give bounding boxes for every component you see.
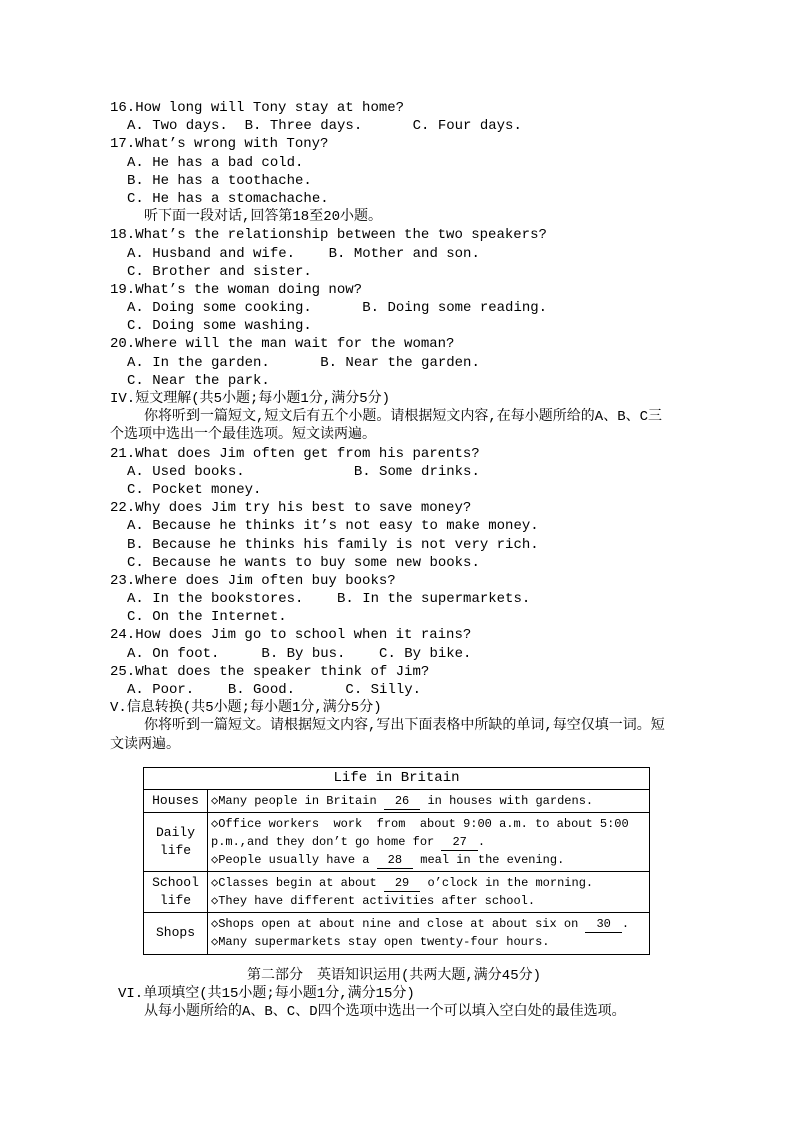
option-line: A. Husband and wife. B. Mother and son. bbox=[127, 245, 480, 262]
table-cell-line bbox=[211, 915, 646, 933]
cell-text: p.m.,and they don’t go home for bbox=[211, 834, 442, 849]
table-cell-line bbox=[211, 874, 646, 892]
option-line: C. Because he wants to buy some new books. bbox=[127, 554, 480, 571]
instruction-line: 文读两遍。 bbox=[110, 736, 180, 753]
cell-text: ◇They have different activities after school. bbox=[211, 894, 536, 909]
section-vi-instruction: 从每小题所给的A、B、C、D四个选项中选出一个可以填入空白处的最佳选项。 bbox=[144, 1003, 626, 1020]
question-line: 18.What’s the relationship between the two speakers? bbox=[110, 227, 547, 244]
table-row bbox=[144, 913, 650, 954]
row-label-shops bbox=[144, 913, 208, 954]
question-line: 16.How long will Tony stay at home? bbox=[110, 100, 405, 116]
cell-text: . bbox=[621, 917, 630, 932]
listening-lines bbox=[110, 99, 730, 754]
row-label-text: Houses bbox=[152, 792, 199, 808]
question-line: 22.Why does Jim try his best to save money? bbox=[110, 500, 472, 517]
section-vi-heading: VI.单项填空(共15小题;每小题1分,满分15分) bbox=[118, 985, 415, 1002]
option-line: B. Because he thinks his family is not very rich. bbox=[127, 536, 539, 553]
cell-text: meal in the evening. bbox=[413, 853, 565, 868]
option-line: A. Because he thinks it’s not easy to make money. bbox=[127, 518, 539, 535]
life-table-body bbox=[144, 767, 650, 954]
instruction-line: 个选项中选出一个最佳选项。短文读两遍。 bbox=[110, 427, 376, 444]
option-line: C. He has a stomachache. bbox=[127, 190, 329, 207]
option-line: C. Doing some washing. bbox=[127, 318, 312, 335]
table-cell-line bbox=[211, 892, 646, 910]
table-cell-line bbox=[211, 833, 646, 851]
row-label-text: Shops bbox=[155, 925, 195, 941]
cell-text: ◇Office workers work from about 9:00 a.m. to about 5:00 bbox=[211, 816, 629, 831]
option-line: A. On foot. B. By bus. C. By bike. bbox=[127, 645, 472, 662]
table-title-row bbox=[144, 767, 650, 789]
option-line: C. On the Internet. bbox=[127, 609, 287, 626]
question-line: 19.What’s the woman doing now? bbox=[110, 281, 363, 298]
row-label-text: School bbox=[152, 875, 199, 891]
option-line: A. He has a bad cold. bbox=[127, 154, 304, 171]
option-line: C. Pocket money. bbox=[127, 481, 262, 498]
row-content bbox=[208, 812, 650, 871]
answer-blank-27: 27 bbox=[441, 835, 477, 851]
row-content bbox=[208, 913, 650, 954]
cell-text: ◇Many people in Britain bbox=[211, 793, 384, 808]
table-cell-line bbox=[211, 815, 646, 833]
question-line: 20.Where will the man wait for the woman? bbox=[110, 336, 455, 353]
answer-blank-29: 29 bbox=[384, 876, 420, 892]
option-line: A. Poor. B. Good. C. Silly. bbox=[127, 682, 422, 698]
cell-text: ◇Classes begin at about bbox=[211, 876, 384, 891]
table-row bbox=[144, 872, 650, 913]
row-label-text: life bbox=[159, 842, 192, 858]
option-line: A. In the bookstores. B. In the supermarkets. bbox=[127, 591, 531, 608]
section-heading: V.信息转换(共5小题;每小题1分,满分5分) bbox=[110, 700, 382, 717]
life-in-britain-table bbox=[143, 767, 650, 955]
row-content bbox=[208, 789, 650, 812]
table-row bbox=[144, 789, 650, 812]
question-line: 23.Where does Jim often buy books? bbox=[110, 572, 396, 589]
answer-blank-30: 30 bbox=[585, 917, 621, 933]
instruction-line: 你将听到一篇短文,短文后有五个小题。请根据短文内容,在每小题所给的A、B、C三 bbox=[144, 409, 663, 426]
row-label-school-life bbox=[144, 872, 208, 913]
row-label-text: life bbox=[159, 893, 192, 909]
question-line: 24.How does Jim go to school when it rains? bbox=[110, 627, 472, 644]
cell-text: ◇Many supermarkets stay open twenty-four hours. bbox=[211, 935, 550, 950]
table-row bbox=[144, 812, 650, 871]
table-cell-line bbox=[211, 792, 646, 810]
option-line: A. Used books. B. Some drinks. bbox=[127, 463, 480, 480]
cell-text: o’clock in the morning. bbox=[420, 876, 594, 891]
option-line: C. Near the park. bbox=[127, 372, 270, 389]
instruction-line: 你将听到一篇短文。请根据短文内容,写出下面表格中所缺的单词,每空仅填一词。短 bbox=[144, 718, 665, 735]
option-line: A. Two days. B. Three days. C. Four days. bbox=[127, 118, 522, 135]
cell-text: ◇Shops open at about nine and close at about six on bbox=[211, 917, 586, 932]
answer-blank-28: 28 bbox=[377, 853, 413, 869]
exam-content bbox=[110, 99, 730, 1021]
option-line: A. In the garden. B. Near the garden. bbox=[127, 354, 480, 371]
question-line: 21.What does Jim often get from his parents? bbox=[110, 445, 480, 462]
option-line: B. He has a toothache. bbox=[127, 172, 312, 189]
cell-text: ◇People usually have a bbox=[211, 853, 377, 868]
table-title: Life in Britain bbox=[144, 767, 650, 789]
cell-text: . bbox=[477, 834, 486, 849]
row-content bbox=[208, 872, 650, 913]
table-cell-line bbox=[211, 851, 646, 869]
option-line: A. Doing some cooking. B. Doing some reading. bbox=[127, 300, 548, 317]
section-heading: IV.短文理解(共5小题;每小题1分,满分5分) bbox=[110, 391, 391, 407]
option-line: C. Brother and sister. bbox=[127, 263, 312, 280]
table-cell-line bbox=[211, 933, 646, 951]
answer-blank-26: 26 bbox=[384, 794, 420, 810]
instruction-line: 听下面一段对话,回答第18至20小题。 bbox=[144, 209, 383, 226]
part2-heading: 第二部分 英语知识运用(共两大题,满分45分) bbox=[247, 967, 542, 984]
question-line: 17.What’s wrong with Tony? bbox=[110, 136, 329, 153]
row-label-daily-life bbox=[144, 812, 208, 871]
question-line: 25.What does the speaker think of Jim? bbox=[110, 663, 430, 680]
row-label-houses bbox=[144, 789, 208, 812]
cell-text: in houses with gardens. bbox=[420, 793, 594, 808]
row-label-text: Daily bbox=[155, 824, 195, 840]
